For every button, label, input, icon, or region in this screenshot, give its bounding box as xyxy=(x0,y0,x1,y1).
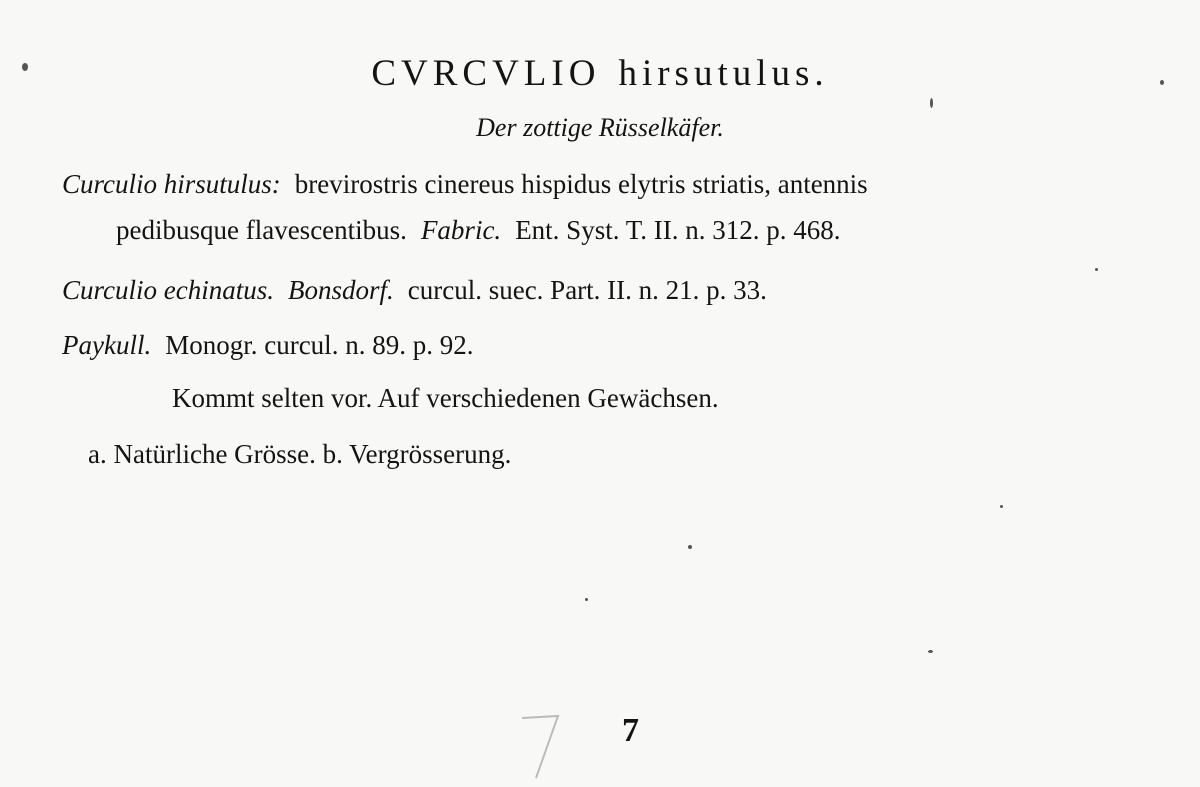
paper-speck xyxy=(928,650,933,653)
title-species: hirsutulus. xyxy=(618,53,829,94)
paper-speck xyxy=(1000,505,1003,508)
diagnosis-text: brevirostris cinereus hispidus elytris striatis, antennis xyxy=(294,169,868,199)
pencil-mark xyxy=(518,710,566,780)
paper-speck xyxy=(930,98,933,108)
species-name: Curculio hirsutulus: xyxy=(62,169,281,199)
figure-legend: a. Natürliche Grösse. b. Vergrösserung. xyxy=(88,439,512,469)
synonymy-line-4 xyxy=(62,331,473,361)
paper-speck xyxy=(585,598,588,601)
author-name: Paykull. xyxy=(62,330,152,360)
page-subtitle: Der zottige Rüsselkäfer. xyxy=(476,113,724,142)
paper-speck xyxy=(688,545,692,549)
habitat-text: Kommt selten vor. Auf verschiedenen Gewächsen. xyxy=(172,383,719,413)
author-name: Bonsdorf. xyxy=(287,275,394,305)
author-name: Fabric. xyxy=(420,215,502,245)
page-title xyxy=(0,52,1200,95)
reference-text: Monogr. curcul. n. 89. p. 92. xyxy=(165,330,474,360)
reference-text: curcul. suec. Part. II. n. 21. p. 33. xyxy=(407,275,767,305)
reference-text: Ent. Syst. T. II. n. 312. p. 468. xyxy=(515,215,841,245)
synonymy-line-2 xyxy=(116,216,840,246)
title-genus: CVRCVLIO xyxy=(371,53,601,94)
diagnosis-text-cont: pedibusque flavescentibus. xyxy=(116,215,407,245)
paper-speck xyxy=(1095,268,1098,271)
species-name: Curculio echinatus. xyxy=(62,275,274,305)
synonymy-line-1 xyxy=(62,170,868,200)
synonymy-line-3 xyxy=(62,276,767,306)
page-number: 7 xyxy=(622,712,639,749)
